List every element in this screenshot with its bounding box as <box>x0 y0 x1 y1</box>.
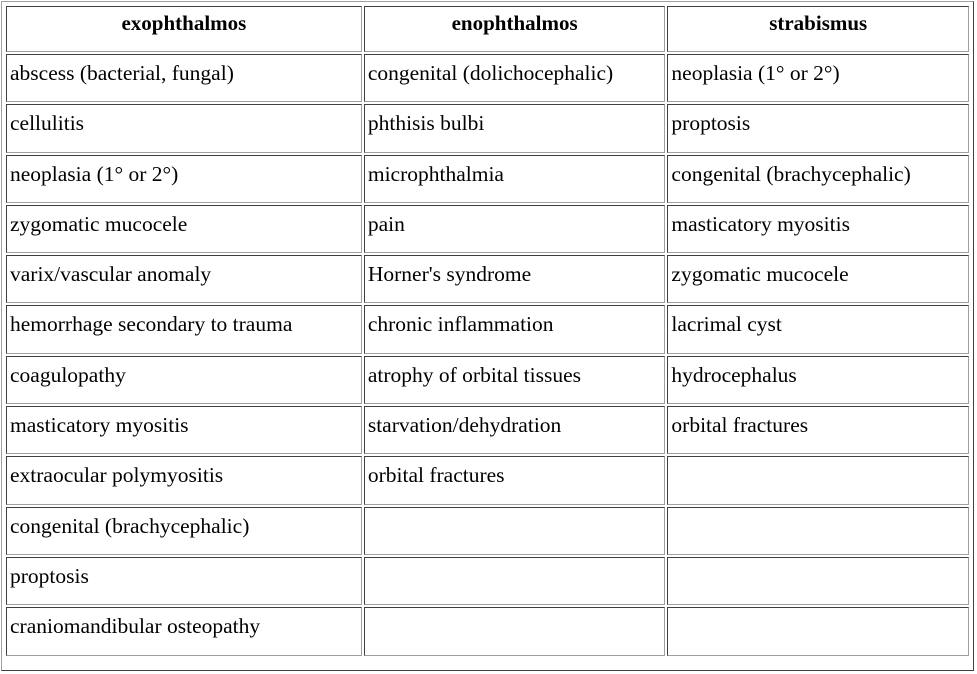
table-row <box>6 607 969 655</box>
cell-enophthalmos: pain <box>364 205 666 253</box>
header-enophthalmos: enophthalmos <box>364 6 666 52</box>
cell-enophthalmos <box>364 557 666 605</box>
table-row <box>6 507 969 555</box>
cell-strabismus <box>667 607 969 655</box>
header-exophthalmos: exophthalmos <box>6 6 362 52</box>
header-row <box>6 6 969 52</box>
table-row <box>6 456 969 504</box>
cell-exophthalmos: proptosis <box>6 557 362 605</box>
cell-enophthalmos: phthisis bulbi <box>364 104 666 152</box>
cell-strabismus: proptosis <box>667 104 969 152</box>
table-row <box>6 205 969 253</box>
cell-exophthalmos: neoplasia (1° or 2°) <box>6 155 362 203</box>
cell-strabismus: lacrimal cyst <box>667 305 969 353</box>
cell-strabismus: orbital fractures <box>667 406 969 454</box>
table-row <box>6 155 969 203</box>
table-row <box>6 255 969 303</box>
cell-enophthalmos <box>364 507 666 555</box>
cell-enophthalmos: chronic inflammation <box>364 305 666 353</box>
cell-strabismus <box>667 456 969 504</box>
table-row <box>6 305 969 353</box>
table-row <box>6 104 969 152</box>
cell-enophthalmos: atrophy of orbital tissues <box>364 356 666 404</box>
table-frame <box>1 1 974 671</box>
table-row <box>6 557 969 605</box>
table-body <box>6 54 969 656</box>
cell-exophthalmos: cellulitis <box>6 104 362 152</box>
cell-strabismus <box>667 507 969 555</box>
cell-exophthalmos: zygomatic mucocele <box>6 205 362 253</box>
cell-enophthalmos: starvation/dehydration <box>364 406 666 454</box>
header-strabismus: strabismus <box>667 6 969 52</box>
cell-exophthalmos: abscess (bacterial, fungal) <box>6 54 362 102</box>
cell-exophthalmos: varix/vascular anomaly <box>6 255 362 303</box>
cell-exophthalmos: congenital (brachycephalic) <box>6 507 362 555</box>
cell-enophthalmos: congenital (dolichocephalic) <box>364 54 666 102</box>
table-row <box>6 54 969 102</box>
table-row <box>6 356 969 404</box>
cell-exophthalmos: craniomandibular osteopathy <box>6 607 362 655</box>
cell-exophthalmos: coagulopathy <box>6 356 362 404</box>
cell-enophthalmos: orbital fractures <box>364 456 666 504</box>
cell-exophthalmos: hemorrhage secondary to trauma <box>6 305 362 353</box>
table-row <box>6 406 969 454</box>
cell-exophthalmos: extraocular polymyositis <box>6 456 362 504</box>
cell-enophthalmos <box>364 607 666 655</box>
cell-strabismus: zygomatic mucocele <box>667 255 969 303</box>
differential-diagnosis-table <box>4 4 971 658</box>
cell-enophthalmos: Horner's syndrome <box>364 255 666 303</box>
cell-enophthalmos: microphthalmia <box>364 155 666 203</box>
cell-strabismus: neoplasia (1° or 2°) <box>667 54 969 102</box>
cell-strabismus: masticatory myositis <box>667 205 969 253</box>
cell-strabismus: congenital (brachycephalic) <box>667 155 969 203</box>
cell-exophthalmos: masticatory myositis <box>6 406 362 454</box>
cell-strabismus <box>667 557 969 605</box>
cell-strabismus: hydrocephalus <box>667 356 969 404</box>
